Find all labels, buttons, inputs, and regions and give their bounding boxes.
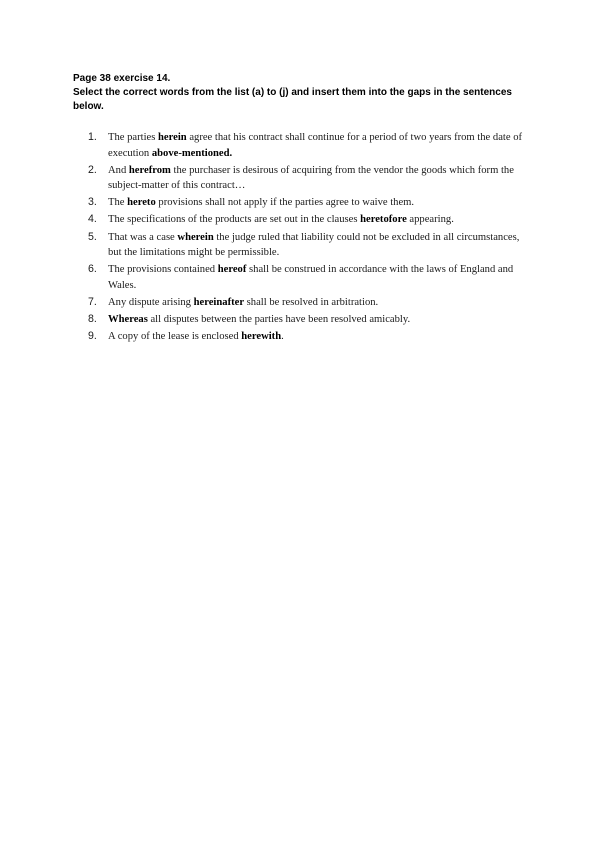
sentence-text: The provisions contained xyxy=(108,264,218,276)
answer-word: hereinafter xyxy=(193,296,245,308)
exercise-heading xyxy=(73,72,523,114)
answer-word: herewith xyxy=(241,331,282,343)
answer-word: hereto xyxy=(127,197,156,209)
item-number: 9. xyxy=(88,330,97,343)
list-item xyxy=(88,195,528,211)
list-item xyxy=(88,295,528,311)
list-item xyxy=(88,212,528,228)
sentence-text: And xyxy=(108,164,129,176)
sentence-text: the judge ruled that liability could not be excluded in all circumstances, but the limitations might be permissible. xyxy=(108,231,520,259)
item-number: 6. xyxy=(88,263,97,276)
item-number: 1. xyxy=(88,131,97,143)
answer-word: above-mentioned. xyxy=(151,147,233,159)
item-number: 7. xyxy=(88,295,97,308)
list-item xyxy=(88,312,528,328)
sentence-text: shall be construed in accordance with the laws of England and Wales. xyxy=(108,264,514,291)
sentence-text: all disputes between the parties have been resolved amicably. xyxy=(147,314,411,326)
item-number: 3. xyxy=(88,196,97,209)
sentence-text: appearing. xyxy=(406,214,454,226)
sentence-text: . xyxy=(281,331,284,343)
exercise-instructions: Select the correct words from the list (a) to (j) and insert them into the gaps in the sentences below. xyxy=(73,87,512,112)
sentence-text: The parties xyxy=(108,132,159,143)
page-exercise-label: Page 38 exercise 14. xyxy=(73,73,171,84)
answer-word: hereof xyxy=(217,264,247,276)
list-item xyxy=(88,163,528,194)
answer-word: herefrom xyxy=(128,164,171,176)
list-item xyxy=(88,230,528,261)
sentence-text: The specifications of the products are set out in the clauses xyxy=(108,214,361,226)
answer-word: herein xyxy=(158,132,187,143)
answer-word: heretofore xyxy=(360,214,407,226)
sentence-text: That was a case xyxy=(108,231,178,243)
item-number: 4. xyxy=(88,213,97,226)
item-number: 8. xyxy=(88,313,97,326)
sentence-text: shall be resolved in arbitration. xyxy=(244,296,379,308)
sentence-text: A copy of the lease is enclosed xyxy=(108,331,242,343)
sentence-text: the purchaser is desirous of acquiring from the vendor the goods which form the subject-matter of this contract… xyxy=(108,164,514,192)
sentence-text: provisions shall not apply if the parties agree to waive them. xyxy=(155,197,415,209)
list-item xyxy=(88,262,528,293)
list-item xyxy=(88,329,528,345)
item-number: 5. xyxy=(88,230,97,243)
sentence-text: Any dispute arising xyxy=(108,296,194,308)
answer-word: wherein xyxy=(177,231,214,243)
sentence-text: agree that his contract shall continue for a period of two years from the date of execution xyxy=(108,132,523,159)
list-item xyxy=(88,130,528,161)
sentence-list xyxy=(88,130,528,346)
sentence-text: The xyxy=(108,197,128,209)
item-number: 2. xyxy=(88,163,97,176)
answer-word: Whereas xyxy=(108,314,148,326)
